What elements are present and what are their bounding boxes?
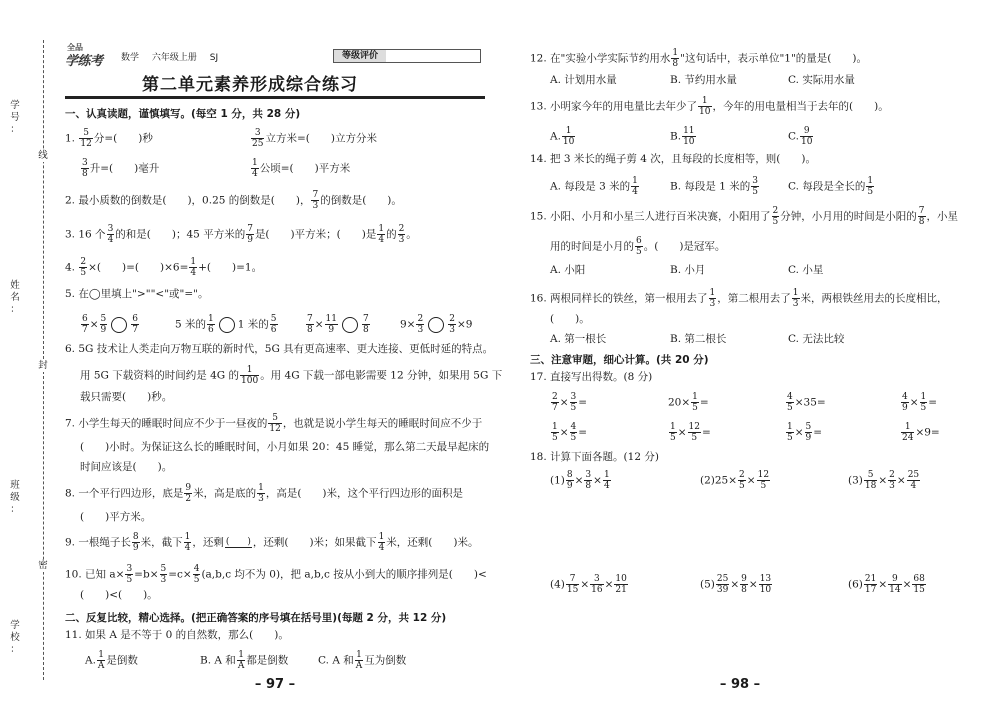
- edition: SJ: [209, 53, 219, 63]
- question-8-line-1: 8. 一个平行四边形，底是 $\frac{9}{2}$ 米，高是底的 $\frac{1}{3}$ ，高是( )米，这个平行四边形的面积是: [65, 483, 464, 504]
- question-16-option-a: A. 第一根长: [550, 333, 607, 345]
- fraction: $\frac{1}{4}$: [190, 257, 197, 278]
- q18-expr-5: (5) $\frac{25}{39}$ × $\frac{9}{8}$ × $\frac{13}{10}$: [700, 574, 772, 595]
- question-17-title: 17. 直接写出得数。(8 分): [530, 371, 653, 383]
- question-1-row-c: $\frac{3}{8}$ 升=( )毫升: [82, 158, 160, 179]
- answer-circle[interactable]: [342, 317, 358, 333]
- question-12-option-a: A. 计划用水量: [550, 74, 617, 86]
- fraction: $\frac{1}{4}$: [378, 224, 385, 245]
- question-7-line-3: 时间应该是( )。: [80, 461, 173, 473]
- fraction: $\frac{5}{12}$: [80, 128, 92, 149]
- question-7-line-2: ( )小时。为保证这么长的睡眠时间，小月如果 20：45 睡觉，那么第二天最早起床的: [80, 441, 490, 453]
- student-number-label: 学 号 ：: [10, 100, 20, 135]
- question-16-option-c: C. 无法比较: [788, 333, 845, 345]
- fraction: $\frac{1}{4}$: [252, 158, 258, 179]
- school-label: 学 校 ：: [10, 620, 20, 655]
- brand-logo: 全品 学练考: [65, 43, 103, 69]
- question-13-option-a: A. $\frac{1}{10}$: [550, 126, 575, 147]
- question-15-line-2: 用的时间是小月的 $\frac{6}{5}$ 。( )是冠军。: [550, 236, 726, 257]
- question-15-option-b: B. 小月: [670, 264, 706, 276]
- question-16-option-b: B. 第二根长: [670, 333, 727, 345]
- name-field: [6, 280, 24, 316]
- q18-expr-3: (3) $\frac{5}{18}$ × $\frac{2}{3}$ × $\frac{25}{4}$: [848, 470, 920, 491]
- question-6-line-2: 用 5G 下载资料的时间约是 4G 的 $\frac{1}{100}$ 。用 4G 下载一部电影需要 12 分钟，如果用 5G 下: [80, 365, 503, 386]
- question-15-line-1: 15. 小阳、小月和小星三人进行百米决赛，小阳用了 $\frac{2}{5}$ 分钟，小月用的时间是小阳的 $\frac{7}{8}$ ，小星: [530, 206, 959, 227]
- question-14-title: 14. 把 3 米长的绳子剪 4 次，且每段的长度相等，则( )。: [530, 153, 816, 165]
- question-1-row-d: $\frac{1}{4}$ 公顷=( )平方米: [252, 158, 351, 179]
- student-number-field: [6, 100, 24, 136]
- question-11-option-c: C. A 和 $\frac{1}{A}$ 互为倒数: [318, 650, 407, 671]
- section-2-heading: 二、反复比较，精心选择。(把正确答案的序号填在括号里)(每题 2 分，共 12 分): [65, 612, 447, 624]
- class-label: 班 级 ：: [10, 480, 20, 515]
- question-6-line-1: 6. 5G 技术让人类走向万物互联的新时代，5G 具有更高速率、更大连接、更低时延的特点。: [65, 343, 494, 355]
- subject: 数学: [121, 53, 140, 63]
- question-6-line-3: 载只需要( )秒。: [80, 391, 173, 403]
- question-16-line-1: 16. 两根同样长的铁丝，第一根用去了 $\frac{1}{3}$ ，第二根用去了 $\frac{1}{3}$ 米，两根铁丝用去的长度相比，: [530, 288, 948, 309]
- question-12-option-c: C. 实际用水量: [788, 74, 855, 86]
- question-14-option-a: A. 每段是 3 米的 $\frac{1}{4}$: [550, 176, 638, 197]
- question-12-option-b: B. 节约用水量: [670, 74, 737, 86]
- section-1-heading: 一、认真读题，谨慎填写。(每空 1 分，共 28 分): [65, 108, 301, 120]
- q17-item-7: $\frac{1}{5}$ × $\frac{5}{9}$ =: [787, 422, 823, 443]
- question-13-option-c: C. $\frac{9}{10}$: [788, 126, 813, 147]
- question-4: 4. $\frac{2}{5}$ ×( )=( )×6= $\frac{1}{4}$ +( )=1。: [65, 257, 263, 278]
- question-10-line-2: ( )<( )。: [80, 589, 158, 601]
- question-12-title: 12. 在"实验小学实际节约用水 $\frac{1}{8}$ "这句话中，表示单位"1"的量是( )。: [530, 48, 867, 69]
- q17-item-1: $\frac{2}{7}$ × $\frac{3}{5}$ =: [552, 392, 588, 413]
- question-13-option-b: B. $\frac{11}{10}$: [670, 126, 695, 147]
- question-14-option-b: B. 每段是 1 米的 $\frac{3}{5}$: [670, 176, 758, 197]
- q17-item-4: $\frac{4}{9}$ × $\frac{1}{5}$ =: [902, 392, 938, 413]
- fraction: $\frac{2}{3}$: [398, 224, 405, 245]
- question-11-option-a: A. $\frac{1}{A}$ 是倒数: [85, 650, 138, 671]
- q18-expr-6: (6) $\frac{21}{17}$ × $\frac{9}{14}$ × $\frac{68}{15}$: [848, 574, 925, 595]
- q18-expr-4: (4) $\frac{7}{15}$ × $\frac{3}{16}$ × $\frac{10}{21}$: [550, 574, 627, 595]
- fraction: $\frac{3}{8}$: [82, 158, 88, 179]
- grade: 六年级上册: [151, 53, 197, 63]
- q17-item-2: 20× $\frac{1}{5}$ =: [668, 392, 709, 413]
- question-1-row-b: $\frac{3}{25}$ 立方米=( )立方分米: [252, 128, 377, 149]
- answer-circle[interactable]: [111, 317, 127, 333]
- class-field: [6, 480, 24, 516]
- question-5-title: 5. 在◯里填上">""<"或"="。: [65, 288, 209, 300]
- fraction: $\frac{3}{25}$: [252, 128, 264, 149]
- question-5-expr-4: 9× $\frac{2}{3}$ $\frac{2}{3}$ ×9: [400, 314, 473, 335]
- section-3-heading: 三、注意审题，细心计算。(共 20 分): [530, 354, 709, 366]
- question-14-option-c: C. 每段是全长的 $\frac{1}{5}$: [788, 176, 874, 197]
- question-5-expr-2: 5 米的 $\frac{1}{6}$ 1 米的 $\frac{5}{6}$: [175, 314, 277, 335]
- grade-box-label: 等级评价: [334, 50, 386, 62]
- page-number-left: – 97 –: [254, 677, 296, 692]
- fraction: $\frac{3}{4}$: [107, 224, 114, 245]
- right-page: [500, 0, 1000, 722]
- question-11-option-b: B. A 和 $\frac{1}{A}$ 都是倒数: [200, 650, 289, 671]
- school-field: [6, 620, 24, 656]
- cut-word-line: 线: [38, 150, 48, 161]
- q18-expr-1: (1) $\frac{8}{9}$ × $\frac{3}{8}$ × $\frac{1}{4}$: [550, 470, 610, 491]
- question-9: 9. 一根绳子长 $\frac{8}{9}$ 米，截下 $\frac{1}{4}$ ，还剩 ( ) ，还剩( )米；如果截下 $\frac{1}{4}$ 米，还剩( )米。: [65, 532, 479, 553]
- question-18-title: 18. 计算下面各题。(12 分): [530, 451, 659, 463]
- name-label: 姓 名 ：: [10, 280, 20, 315]
- question-15-option-a: A. 小阳: [550, 264, 586, 276]
- fraction: $\frac{7}{3}$: [312, 190, 319, 211]
- book-meta: [121, 50, 228, 63]
- q17-item-6: $\frac{1}{5}$ × $\frac{12}{5}$ =: [670, 422, 711, 443]
- title-rule: [65, 96, 485, 99]
- page-number-right: – 98 –: [719, 677, 761, 692]
- question-16-line-2: ( )。: [550, 313, 590, 325]
- cut-word-secret: 密: [38, 560, 48, 571]
- grade-evaluation-box: [333, 49, 481, 63]
- cut-word-seal: 封: [38, 360, 48, 371]
- question-3: 3. 16 个 $\frac{3}{4}$ 的和是( )；45 平方米的 $\frac{7}{9}$ 是( )平方米；( )是 $\frac{1}{4}$ 的 $\frac{2}{3}$ 。: [65, 224, 417, 245]
- q17-item-5: $\frac{1}{5}$ × $\frac{4}{5}$ =: [552, 422, 588, 443]
- fraction: $\frac{7}{9}$: [247, 224, 253, 245]
- q17-item-3: $\frac{4}{5}$ ×35=: [787, 392, 826, 413]
- question-11-title: 11. 如果 A 是不等于 0 的自然数，那么( )。: [65, 629, 289, 641]
- page-title: 第二单元素养形成综合练习: [142, 75, 358, 95]
- fraction: $\frac{2}{5}$: [80, 257, 87, 278]
- q18-expr-2: (2)25× $\frac{2}{5}$ × $\frac{12}{5}$: [700, 470, 770, 491]
- question-8-line-2: ( )平方米。: [80, 511, 152, 523]
- answer-circle[interactable]: [428, 317, 444, 333]
- question-10-line-1: 10. 已知 a× $\frac{3}{5}$ =b× $\frac{5}{3}$ =c× $\frac{4}{5}$ (a,b,c 均不为 0)，把 a,b,c 按从小到大的顺序排列是( )<: [65, 564, 487, 585]
- answer-circle[interactable]: [219, 317, 235, 333]
- q17-item-8: $\frac{1}{24}$ ×9=: [902, 422, 940, 443]
- question-2: 2. 最小质数的倒数是( )，0.25 的倒数是( )， $\frac{7}{3}$ 的倒数是( )。: [65, 190, 402, 211]
- question-5-expr-1: $\frac{6}{7}$ × $\frac{5}{9}$ $\frac{6}{7}$: [82, 314, 139, 335]
- question-13-title: 13. 小明家今年的用电量比去年少了 $\frac{1}{10}$ ，今年的用电量相当于去年的( )。: [530, 96, 889, 117]
- page-header: [65, 43, 485, 69]
- question-1-row-a: 1. $\frac{5}{12}$ 分=( )秒: [65, 128, 153, 149]
- question-7-line-1: 7. 小学生每天的睡眠时间应不少于一昼夜的 $\frac{5}{12}$ ，也就是说小学生每天的睡眠时间应不少于: [65, 413, 483, 434]
- question-5-expr-3: $\frac{7}{8}$ × $\frac{11}{9}$ $\frac{7}{8}$: [307, 314, 369, 335]
- binding-gutter: [0, 40, 60, 680]
- question-15-option-c: C. 小星: [788, 264, 824, 276]
